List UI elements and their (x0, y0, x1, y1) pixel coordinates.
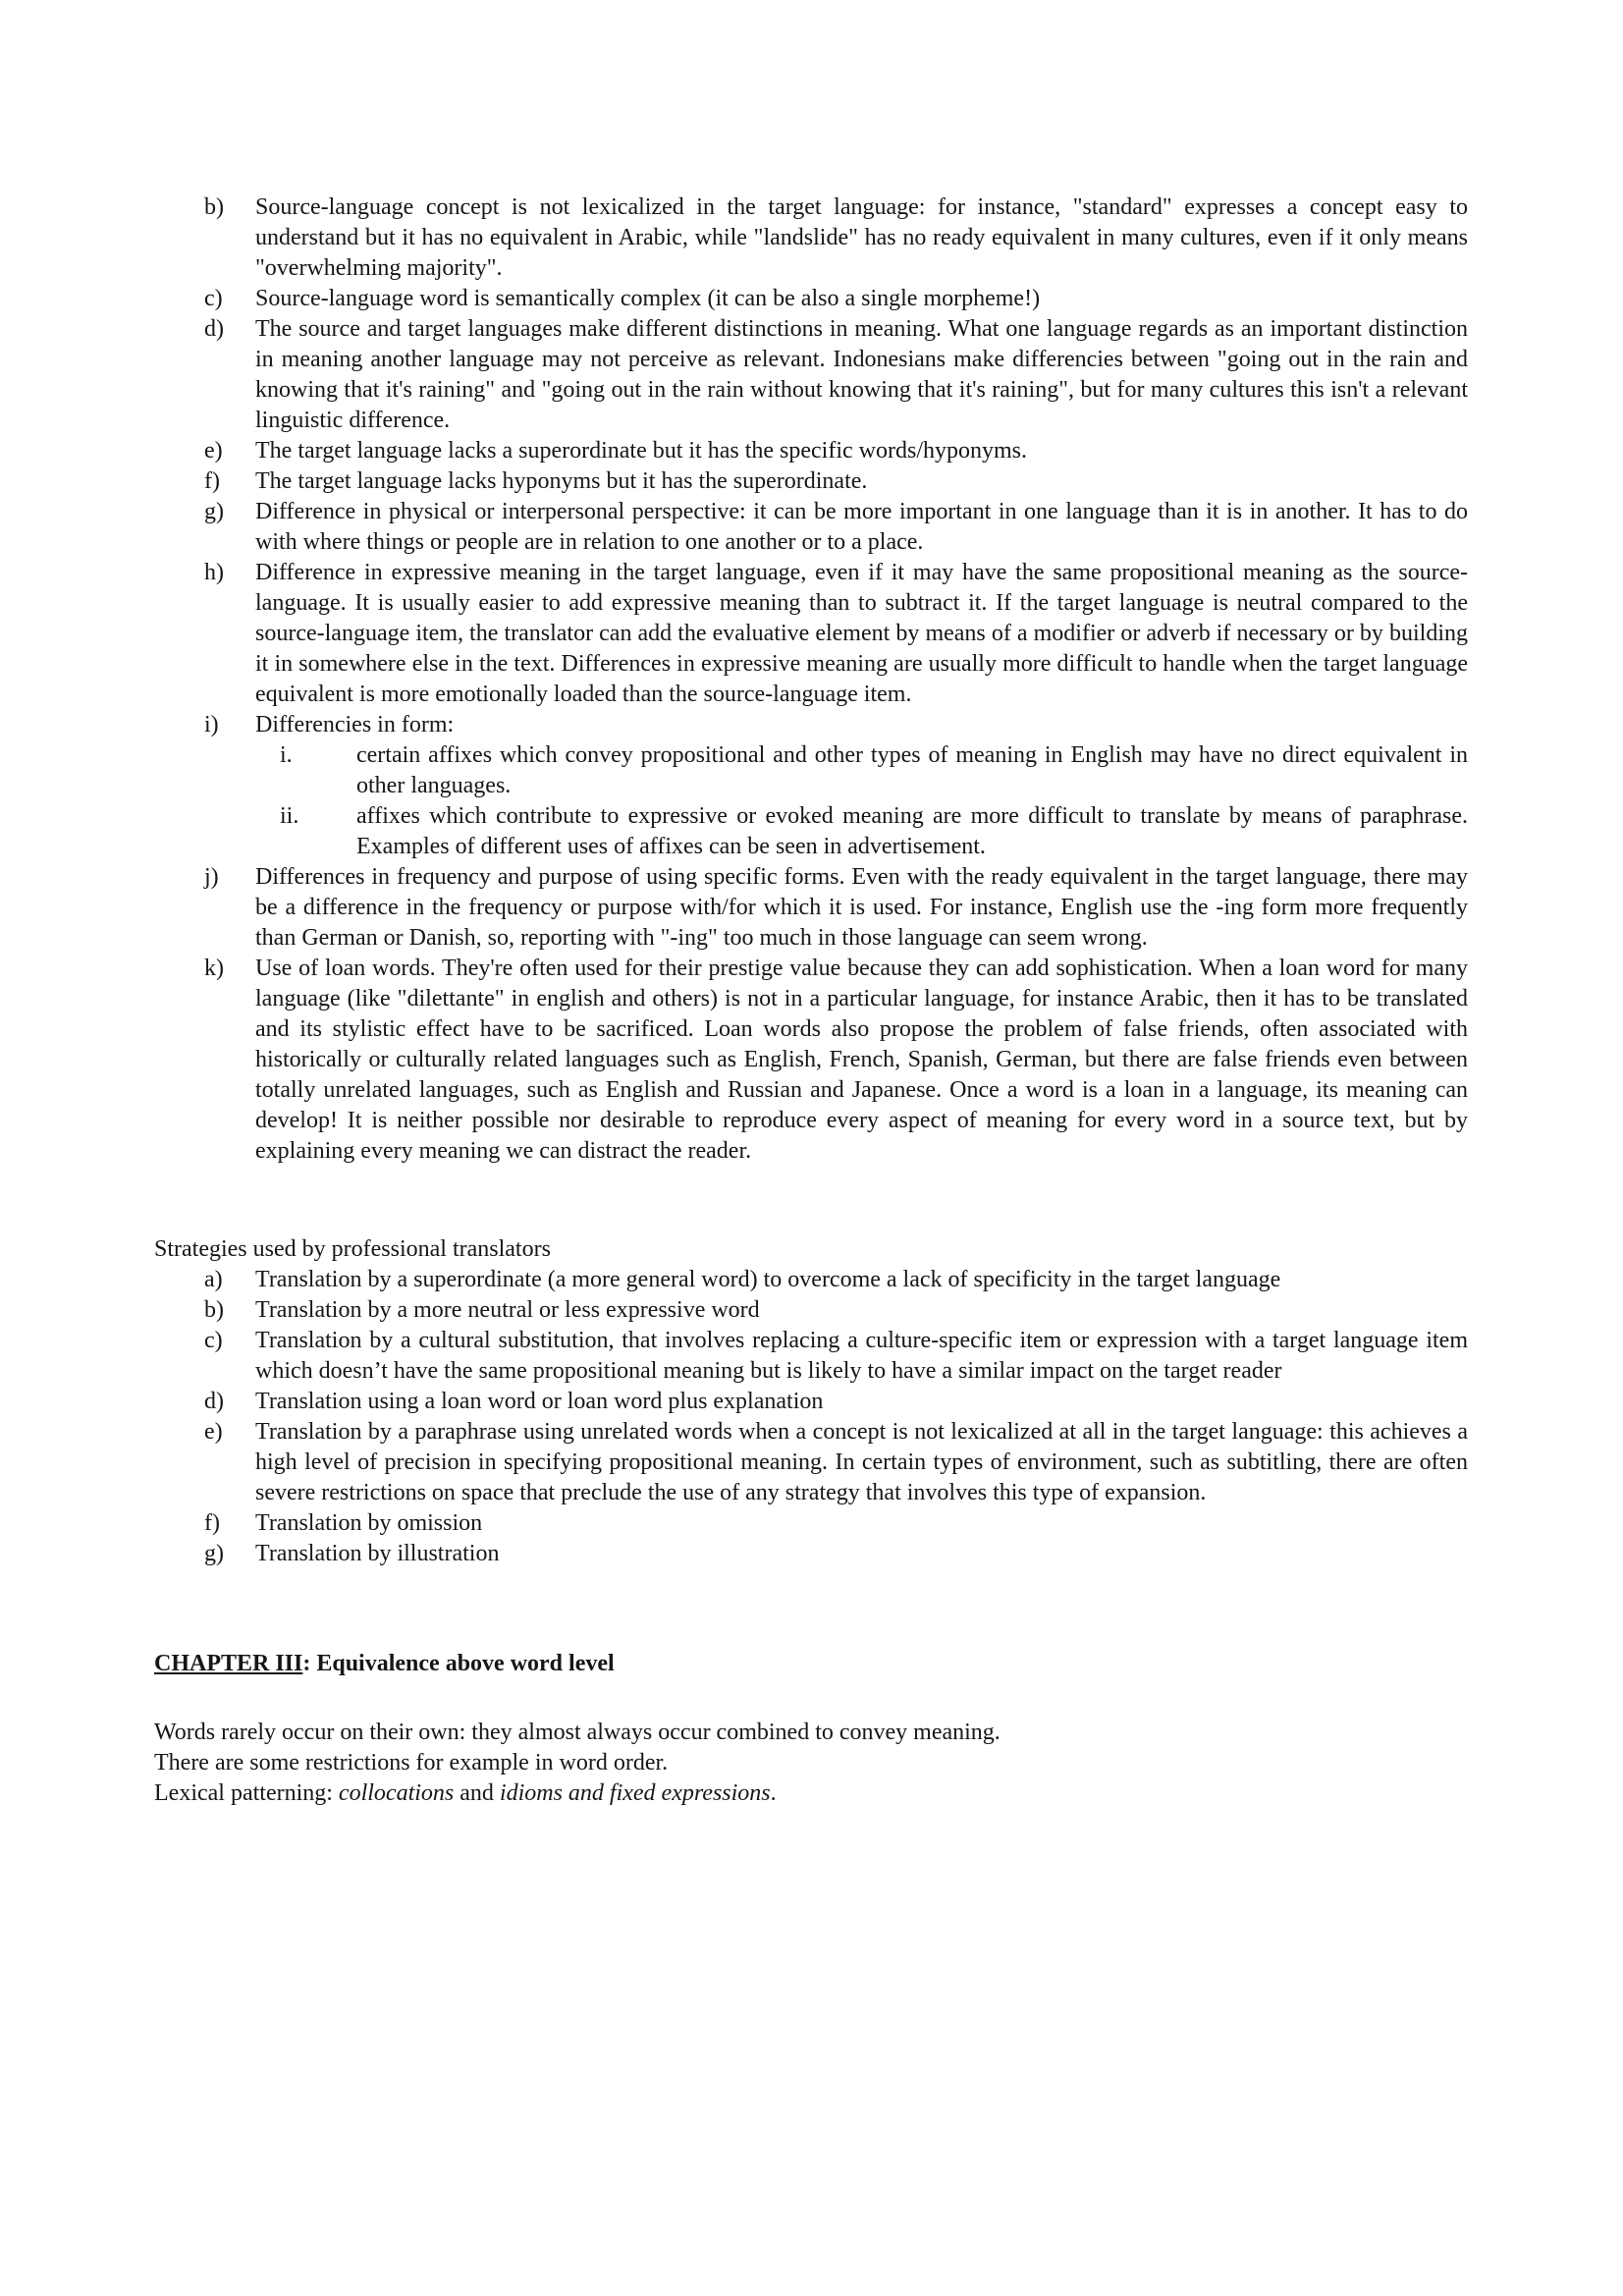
list-text: Translation by a paraphrase using unrelated words when a concept is not lexicalized at all in the target language: this achieves a high level of precision in specifying propositional meaning. In certain types of environment, such as subtitling, there are often severe restrictions on space that preclude the use of any strategy that involves this type of expansion. (255, 1419, 1468, 1505)
list-item-h (154, 558, 1468, 710)
sub-list-marker: i. (280, 742, 293, 768)
list-item-b (154, 192, 1468, 284)
list-item-j (154, 862, 1468, 954)
list-text: The target language lacks hyponyms but it has the superordinate. (255, 468, 868, 494)
list-marker: d) (204, 316, 224, 342)
lexical-suffix: . (770, 1780, 777, 1806)
list-item-g (154, 497, 1468, 558)
list-text: Use of loan words. They're often used for their prestige value because they can add sophistication. When a loan word for many language (like "dilettante" in english and others) is not in a particular language, for instance Arabic, then it has to be translated and its stylistic effect have to be sacrificed. Loan words also propose the problem of false friends, often associated with historically or culturally related languages such as English, French, Spanish, German, but there are false friends even between totally unrelated languages, such as English and Russian and Japanese. Once a word is a loan in a language, its meaning can develop! It is neither possible nor desirable to reproduce every aspect of meaning for every word in a source text, but by explaining every meaning we can distract the reader. (255, 956, 1468, 1164)
list-marker: j) (204, 864, 219, 890)
list-text: Differences in frequency and purpose of using specific forms. Even with the ready equivalent in the target language, there may be a difference in the frequency or purpose with/for which it is used. For instance, English use the -ing form more frequently than German or Danish, so, reporting with "-ing" too much in those language can seem wrong. (255, 864, 1468, 951)
strategy-item-e (154, 1417, 1468, 1508)
sub-list-text: affixes which contribute to expressive or evoked meaning are more difficult to translate by means of paraphrase. Examples of different uses of affixes can be seen in advertisement. (356, 803, 1468, 859)
list-item-i (154, 710, 1468, 740)
list-text: The target language lacks a superordinate but it has the specific words/hyponyms. (255, 438, 1027, 464)
strategy-item-g (154, 1539, 1468, 1569)
sub-list-text: certain affixes which convey propositional and other types of meaning in English may have no direct equivalent in other languages. (356, 742, 1468, 798)
list-marker: e) (204, 438, 223, 464)
list-marker: e) (204, 1419, 223, 1445)
list-marker: a) (204, 1267, 223, 1292)
list-text: Translation by illustration (255, 1541, 500, 1566)
list-marker: f) (204, 1510, 220, 1536)
list-text: Differencies in form: (255, 712, 455, 738)
chapter-title: CHAPTER III (154, 1651, 303, 1676)
list-text: Difference in expressive meaning in the target language, even if it may have the same propositional meaning as the source-language. It is usually easier to add expressive meaning than to subtract it. If the target language is neutral compared to the source-language item, the translator can add the evaluative element by means of a modifier or adverb if necessary or by building it in somewhere else in the text. Differences in expressive meaning are usually more difficult to handle when the target language equivalent is more emotionally loaded than the source-language item. (255, 560, 1468, 707)
list-marker: g) (204, 499, 224, 524)
paragraph-lexical (154, 1778, 1468, 1809)
chapter-subtitle: : Equivalence above word level (302, 1651, 615, 1676)
list-text: Translation by a more neutral or less expressive word (255, 1297, 760, 1323)
list-text: Source-language concept is not lexicalized in the target language: for instance, "standard" expresses a concept easy to understand but it has no equivalent in Arabic, while "landslide" has no ready equivalent in many cultures, even if it only means "overwhelming majority". (255, 194, 1468, 281)
list-marker: f) (204, 468, 220, 494)
list-text: Translation by a superordinate (a more general word) to overcome a lack of specificity in the target language (255, 1267, 1281, 1292)
strategies-heading: Strategies used by professional translators (154, 1236, 551, 1262)
lexical-term-collocations: collocations (338, 1780, 455, 1806)
list-item-f (154, 466, 1468, 497)
list-text: The source and target languages make different distinctions in meaning. What one language regards as an important distinction in meaning another language may not perceive as relevant. Indonesians make differencies between "going out in the rain and knowing that it's raining" and "going out in the rain without knowing that it's raining", but for many cultures this isn't a relevant linguistic difference. (255, 316, 1468, 433)
strategy-item-c (154, 1326, 1468, 1387)
sub-list-marker: ii. (280, 803, 299, 829)
closing-paragraphs (154, 1718, 1468, 1809)
list-marker: i) (204, 712, 219, 738)
chapter-heading (154, 1649, 1468, 1679)
lexical-prefix: Lexical patterning: (154, 1780, 339, 1806)
sub-list-item-ii (154, 801, 1468, 862)
list-text: Difference in physical or interpersonal perspective: it can be more important in one language than it is in another. It has to do with where things or people are in relation to one another or to a place. (255, 499, 1468, 555)
strategy-item-a (154, 1265, 1468, 1295)
lexical-connector: and (454, 1780, 500, 1806)
list-marker: k) (204, 956, 224, 981)
paragraph-line1: Words rarely occur on their own: they almost always occur combined to convey meaning. (154, 1720, 1001, 1745)
list-text: Translation using a loan word or loan word plus explanation (255, 1389, 824, 1414)
strategy-item-b (154, 1295, 1468, 1326)
page-content (154, 192, 1468, 1809)
list-marker: h) (204, 560, 224, 585)
list-marker: d) (204, 1389, 224, 1414)
list-marker: c) (204, 286, 223, 311)
strategy-item-f (154, 1508, 1468, 1539)
list-item-d (154, 314, 1468, 436)
list-text: Source-language word is semantically complex (it can be also a single morpheme!) (255, 286, 1041, 311)
sub-list-item-i (154, 740, 1468, 801)
list-text: Translation by a cultural substitution, that involves replacing a culture-specific item or expression with a target language item which doesn’t have the same propositional meaning but is likely to have a similar impact on the target reader (255, 1328, 1468, 1384)
list-item-k (154, 954, 1468, 1167)
list-marker: c) (204, 1328, 223, 1353)
lexical-term-idioms: idioms and fixed expressions (499, 1780, 771, 1806)
list-marker: b) (204, 1297, 224, 1323)
list-marker: b) (204, 194, 224, 220)
list-item-c (154, 284, 1468, 314)
list-item-e (154, 436, 1468, 466)
strategy-item-d (154, 1387, 1468, 1417)
list-text: Translation by omission (255, 1510, 483, 1536)
paragraph-line2: There are some restrictions for example in word order. (154, 1750, 669, 1776)
list-marker: g) (204, 1541, 224, 1566)
